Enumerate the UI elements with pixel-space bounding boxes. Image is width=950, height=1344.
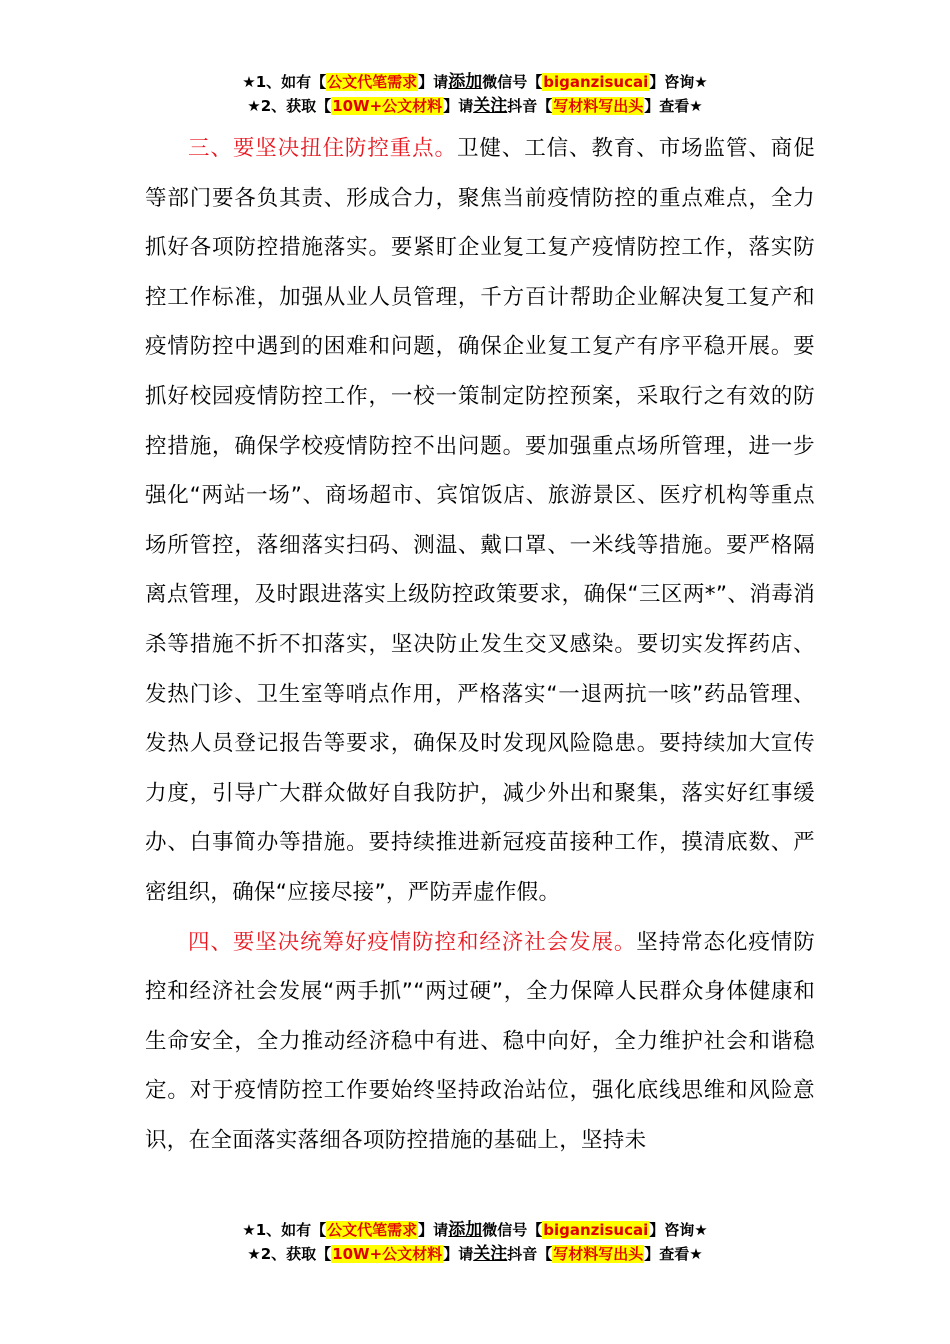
bottom-banner-line-2-middle-2: 抖音【 xyxy=(507,1245,553,1263)
bottom-banner-line-1-emphasis: 添加 xyxy=(448,1220,483,1240)
bottom-banner xyxy=(0,1218,950,1266)
bottom-banner-line-2-prefix: ★2、获取【 xyxy=(247,1245,332,1263)
bottom-banner-line-2 xyxy=(0,1242,950,1266)
section-three-heading: 三、要坚决扭住防控重点。 xyxy=(188,136,457,161)
banner-line-2-middle-2: 抖音【 xyxy=(507,97,553,115)
banner-line-2-prefix: ★2、获取【 xyxy=(247,97,332,115)
banner-line-1 xyxy=(0,70,950,94)
section-four-paragraph xyxy=(145,918,815,1166)
banner-line-1-emphasis: 添加 xyxy=(448,72,483,92)
section-four-heading: 四、要坚决统筹好疫情防控和经济社会发展。 xyxy=(188,929,637,955)
banner-line-2-douyin-account: 写材料写出头 xyxy=(553,97,644,115)
bottom-banner-line-2-suffix: 】查看★ xyxy=(644,1245,703,1263)
top-banner xyxy=(0,70,950,118)
bottom-banner-line-1-prefix: ★1、如有【 xyxy=(242,1221,327,1239)
banner-line-2-suffix: 】查看★ xyxy=(644,97,703,115)
bottom-banner-line-1-suffix: 】咨询★ xyxy=(649,1221,708,1239)
bottom-banner-line-1-highlight-service: 公文代笔需求 xyxy=(327,1221,418,1239)
banner-line-1-prefix: ★1、如有【 xyxy=(242,73,327,91)
banner-line-1-middle-2: 微信号【 xyxy=(482,73,543,91)
document-body xyxy=(145,124,815,1165)
banner-line-2 xyxy=(0,94,950,118)
banner-line-2-highlight-materials: 10W+公文材料 xyxy=(332,97,443,115)
banner-line-2-emphasis: 关注 xyxy=(473,96,508,116)
banner-line-1-wechat-id: biganzisucai xyxy=(543,73,649,91)
banner-line-2-middle: 】请 xyxy=(443,97,474,115)
banner-line-1-middle: 】请 xyxy=(418,73,449,91)
bottom-banner-line-1-middle-2: 微信号【 xyxy=(482,1221,543,1239)
banner-line-1-highlight-service: 公文代笔需求 xyxy=(327,73,418,91)
bottom-banner-line-1 xyxy=(0,1218,950,1242)
section-three-paragraph xyxy=(145,124,815,918)
bottom-banner-line-1-wechat-id: biganzisucai xyxy=(543,1221,649,1239)
section-four-body: 坚持常态化疫情防控和经济社会发展“两手抓”“两过硬”，全力保障人民群众身体健康和生命安全，全力推动经济稳中有进、稳中向好，全力维护社会和谐稳定。对于疫情防控工作要始终坚持政治站位，强化底线思维和风险意识，在全面落实落细各项防控措施的基础上，坚持未 xyxy=(145,929,815,1153)
banner-line-1-suffix: 】咨询★ xyxy=(649,73,708,91)
bottom-banner-line-2-middle: 】请 xyxy=(443,1245,474,1263)
section-three-body: 卫健、工信、教育、市场监管、商促等部门要各负其责、形成合力，聚焦当前疫情防控的重点难点，全力抓好各项防控措施落实。要紧盯企业复工复产疫情防控工作，落实防控工作标准，加强从业人员管理，千方百计帮助企业解决复工复产和疫情防控中遇到的困难和问题，确保企业复工复产有序平稳开展。要抓好校园疫情防控工作，一校一策制定防控预案，采取行之有效的防控措施，确保学校疫情防控不出问题。要加强重点场所管理，进一步强化“两站一场”、商场超市、宾馆饭店、旅游景区、医疗机构等重点场所管控，落细落实扫码、测温、戴口罩、一米线等措施。要严格隔离点管理，及时跟进落实上级防控政策要求，确保“三区两*”、消毒消杀等措施不折不扣落实，坚决防止发生交叉感染。要切实发挥药店、发热门诊、卫生室等哨点作用，严格落实“一退两抗一咳”药品管理、发热人员登记报告等要求，确保及时发现风险隐患。要持续加大宣传力度，引导广大群众做好自我防护，减少外出和聚集，落实好红事缓办、白事简办等措施。要持续推进新冠疫苗接种工作，摸清底数、严密组织，确保“应接尽接”，严防弄虚作假。 xyxy=(145,136,815,905)
bottom-banner-line-1-middle: 】请 xyxy=(418,1221,449,1239)
bottom-banner-line-2-emphasis: 关注 xyxy=(473,1244,508,1264)
bottom-banner-line-2-douyin-account: 写材料写出头 xyxy=(553,1245,644,1263)
bottom-banner-line-2-highlight-materials: 10W+公文材料 xyxy=(332,1245,443,1263)
